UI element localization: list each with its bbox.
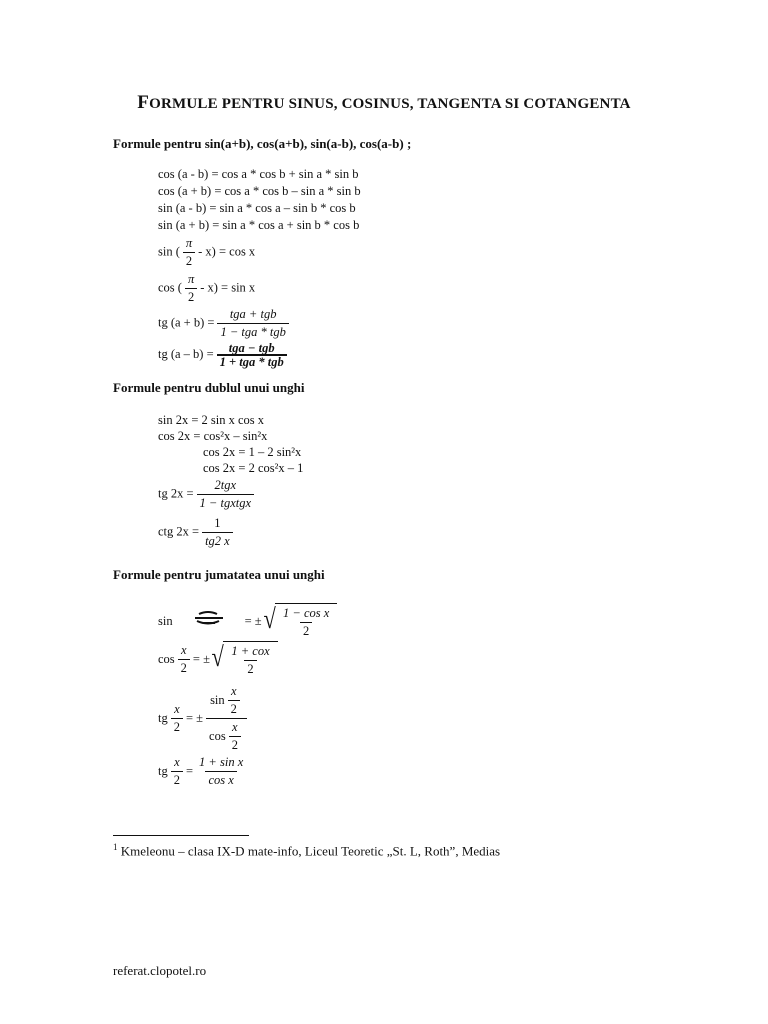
title-initial: F — [137, 92, 150, 113]
formula-sin-half: sin = ± √ $\frac{\text{1 − cos x}}{2}$ — [158, 603, 337, 639]
section-heading-half-angle: Formule pentru jumatatea unui unghi — [113, 567, 325, 582]
fraction-tg-diff: $\frac{\text{tga − tgb}}{\text{1 + tga * tgb}}$ — [217, 343, 287, 367]
formula-sin-2x: sin 2x = 2 sin x cos x — [158, 413, 265, 427]
formula-tg-sum: tg (a + b) = $\frac{\text{tga + tgb}}{\text{1 − tga * tgb}}$ — [158, 307, 292, 340]
formula-cos-complement: cos ( $\frac{\pi}{2}$ - x) = sin x — [158, 272, 256, 304]
footnote-marker: 1 — [113, 842, 118, 852]
fraction-pi-over-2: $\frac{\pi}{2}$ — [185, 272, 197, 305]
formula-sin-diff: sin (a - b) = sin a * cos a – sin b * cos b — [158, 201, 356, 215]
fraction-tg-2x: $\frac{\text{2tgx}}{\text{1 − tgxtgx}}$ — [197, 478, 254, 511]
footnote-text: Kmeleonu – clasa IX-D mate-info, Liceul Teoretic „St. L, Roth”, Medias — [117, 843, 501, 859]
garbled-fraction-image — [183, 609, 233, 633]
section-heading-sum-difference: Formule pentru sin(a+b), cos(a+b), sin(a-b), cos(a-b) ; — [113, 136, 412, 151]
section-heading-double-angle: Formule pentru dublul unui unghi — [113, 380, 305, 395]
formula-ctg-2x: ctg 2x = $\frac{1}{tg2 x}$ — [158, 516, 236, 549]
formula-cos-sum: cos (a + b) = cos a * cos b – sin a * sin b — [158, 184, 361, 198]
fraction-pi-over-2: $\frac{\pi}{2}$ — [183, 236, 195, 269]
sqrt-sin-half: √ $\frac{\text{1 − cos x}}{2}$ — [262, 603, 338, 639]
site-footer: referat.clopotel.ro — [113, 963, 207, 978]
formula-cos-2x-sin: cos 2x = 1 – 2 sin²x — [203, 445, 302, 459]
formula-cos-2x: cos 2x = cos²x – sin²x — [158, 429, 268, 443]
footnote — [113, 842, 500, 859]
formula-tg-half: tg $\frac{x}{2}$ = $\frac{\text{1 + sin x}}{\text{cos x}}$ — [158, 755, 244, 787]
formula-tg-half-ratio: tg $\frac{x}{2}$ = ± sin $\frac{x}{2}$ cos $\frac{x}{2}$ — [158, 684, 250, 753]
sqrt-cos-half: √ $\frac{\text{1 + cox}}{2}$ — [210, 641, 278, 677]
footnote-separator — [113, 835, 249, 836]
title-rest: ORMULE PENTRU SINUS, COSINUS, TANGENTA SI COTANGENTA — [149, 96, 631, 112]
fraction-ctg-2x: $\frac{1}{tg2 x}$ — [202, 516, 233, 549]
formula-tg-2x: tg 2x = $\frac{\text{2tgx}}{\text{1 − tgxtgx}}$ — [158, 478, 257, 511]
document-title — [0, 92, 768, 114]
formula-cos-diff: cos (a - b) = cos a * cos b + sin a * sin b — [158, 167, 359, 181]
formula-cos-half: cos $\frac{x}{2}$ = ± √ $\frac{\text{1 + cox}}{2}$ — [158, 641, 278, 677]
formula-cos-2x-cos: cos 2x = 2 cos²x – 1 — [203, 461, 304, 475]
formula-sin-sum: sin (a + b) = sin a * cos a + sin b * cos b — [158, 218, 360, 232]
fraction-tg-sum: $\frac{\text{tga + tgb}}{\text{1 − tga * tgb}}$ — [217, 307, 288, 340]
formula-tg-diff: tg (a – b) = $\frac{\text{tga − tgb}}{\text{1 + tga * tgb}}$ — [158, 343, 290, 367]
formula-sin-complement: sin ( $\frac{\pi}{2}$ - x) = cos x — [158, 236, 256, 268]
fraction-sin-over-cos: sin $\frac{x}{2}$ cos $\frac{x}{2}$ — [206, 684, 247, 753]
